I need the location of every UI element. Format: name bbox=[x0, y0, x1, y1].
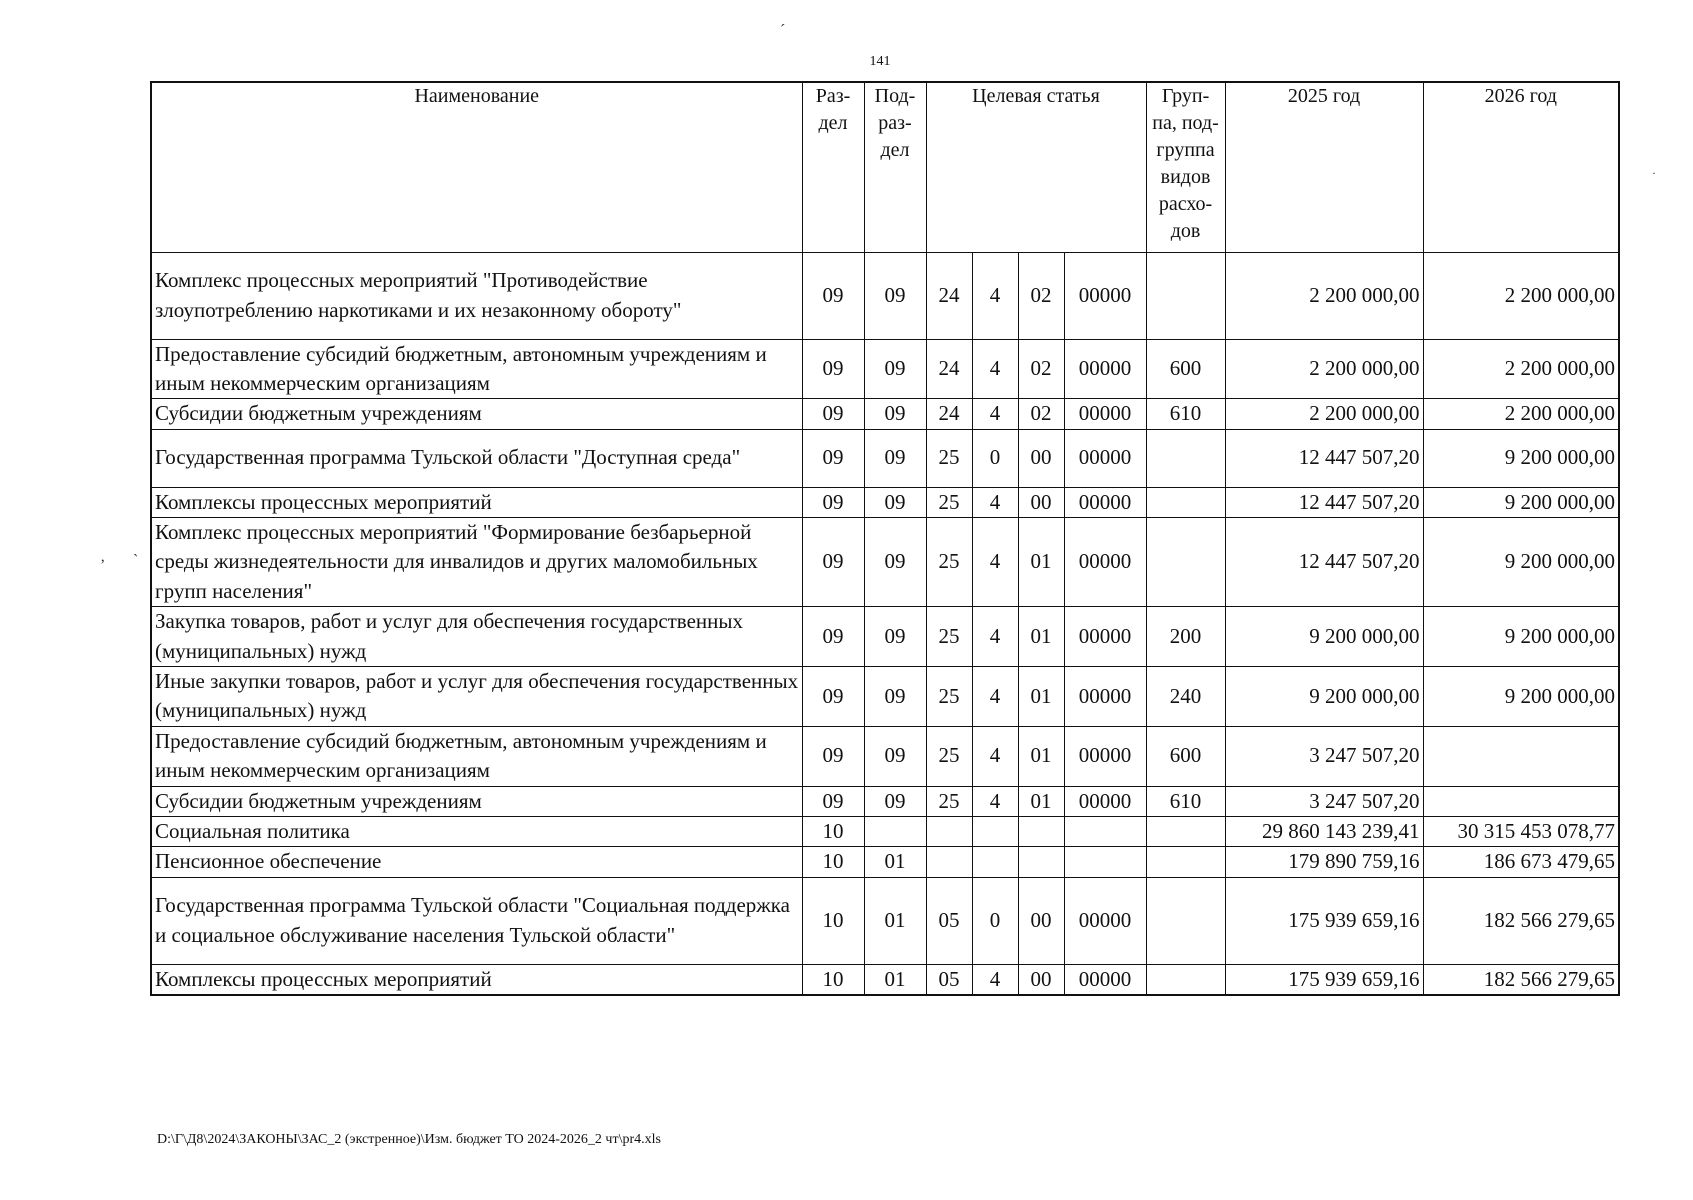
row-razdel: 09 bbox=[802, 786, 864, 816]
row-event-code: 00 bbox=[1018, 487, 1064, 517]
row-amount-2025: 12 447 507,20 bbox=[1225, 518, 1423, 607]
row-event-code: 02 bbox=[1018, 252, 1064, 339]
row-name: Закупка товаров, работ и услуг для обеспечения государственных (муниципальных) нужд bbox=[151, 607, 802, 667]
row-expense-group: 600 bbox=[1146, 726, 1225, 786]
table-row bbox=[151, 252, 1619, 339]
row-expense-group: 610 bbox=[1146, 786, 1225, 816]
row-razdel: 09 bbox=[802, 487, 864, 517]
row-subprogram-code: 0 bbox=[972, 429, 1018, 487]
row-name: Пенсионное обеспечение bbox=[151, 847, 802, 877]
row-program-code: 25 bbox=[926, 487, 972, 517]
row-program-code: 25 bbox=[926, 518, 972, 607]
row-program-code bbox=[926, 847, 972, 877]
scan-mark: ˏ bbox=[133, 540, 139, 557]
footer-file-path: D:\Г\Д8\2024\ЗАКОНЫ\ЗАС_2 (экстренное)\Изм. бюджет ТО 2024-2026_2 чт\pr4.xls bbox=[157, 1132, 661, 1147]
row-name: Комплексы процессных мероприятий bbox=[151, 487, 802, 517]
row-podrazdel: 09 bbox=[864, 339, 926, 399]
row-expense-group bbox=[1146, 877, 1225, 964]
table-row bbox=[151, 339, 1619, 399]
row-amount-2026: 30 315 453 078,77 bbox=[1423, 816, 1619, 846]
row-amount-2025: 29 860 143 239,41 bbox=[1225, 816, 1423, 846]
row-amount-2026: 182 566 279,65 bbox=[1423, 964, 1619, 995]
scan-mark: ´ bbox=[780, 22, 786, 39]
row-expense-group bbox=[1146, 518, 1225, 607]
row-razdel: 10 bbox=[802, 847, 864, 877]
row-expense-group bbox=[1146, 487, 1225, 517]
row-program-code: 24 bbox=[926, 399, 972, 429]
table-row bbox=[151, 877, 1619, 964]
row-program-code: 25 bbox=[926, 726, 972, 786]
row-subprogram-code: 4 bbox=[972, 964, 1018, 995]
row-podrazdel: 09 bbox=[864, 518, 926, 607]
row-event-code: 00 bbox=[1018, 429, 1064, 487]
row-name: Социальная политика bbox=[151, 816, 802, 846]
row-name: Комплексы процессных мероприятий bbox=[151, 964, 802, 995]
row-expense-group: 200 bbox=[1146, 607, 1225, 667]
row-direction-code: 00000 bbox=[1064, 518, 1146, 607]
row-amount-2025: 9 200 000,00 bbox=[1225, 667, 1423, 727]
row-subprogram-code bbox=[972, 847, 1018, 877]
row-amount-2025: 9 200 000,00 bbox=[1225, 607, 1423, 667]
row-expense-group bbox=[1146, 429, 1225, 487]
row-event-code: 02 bbox=[1018, 399, 1064, 429]
row-program-code bbox=[926, 816, 972, 846]
row-podrazdel: 09 bbox=[864, 786, 926, 816]
row-direction-code: 00000 bbox=[1064, 964, 1146, 995]
row-podrazdel: 09 bbox=[864, 726, 926, 786]
header-2025: 2025 год bbox=[1225, 82, 1423, 252]
row-event-code bbox=[1018, 847, 1064, 877]
row-podrazdel: 09 bbox=[864, 607, 926, 667]
row-amount-2025: 12 447 507,20 bbox=[1225, 487, 1423, 517]
row-subprogram-code: 4 bbox=[972, 399, 1018, 429]
row-razdel: 09 bbox=[802, 252, 864, 339]
row-amount-2026: 9 200 000,00 bbox=[1423, 429, 1619, 487]
row-podrazdel: 09 bbox=[864, 487, 926, 517]
row-expense-group: 240 bbox=[1146, 667, 1225, 727]
table-row bbox=[151, 816, 1619, 846]
row-program-code: 25 bbox=[926, 607, 972, 667]
row-subprogram-code: 4 bbox=[972, 607, 1018, 667]
row-expense-group: 610 bbox=[1146, 399, 1225, 429]
table-row bbox=[151, 487, 1619, 517]
table-row bbox=[151, 667, 1619, 727]
table-header-row bbox=[151, 82, 1619, 252]
row-program-code: 05 bbox=[926, 964, 972, 995]
header-gruppa: Груп- па, под- группа видов расхо- дов bbox=[1146, 82, 1225, 252]
row-amount-2026 bbox=[1423, 786, 1619, 816]
row-name: Государственная программа Тульской области "Доступная среда" bbox=[151, 429, 802, 487]
row-podrazdel: 09 bbox=[864, 667, 926, 727]
row-program-code: 24 bbox=[926, 339, 972, 399]
row-program-code: 05 bbox=[926, 877, 972, 964]
row-expense-group bbox=[1146, 847, 1225, 877]
row-direction-code: 00000 bbox=[1064, 786, 1146, 816]
row-subprogram-code: 4 bbox=[972, 252, 1018, 339]
row-podrazdel: 01 bbox=[864, 847, 926, 877]
row-event-code: 02 bbox=[1018, 339, 1064, 399]
table-row bbox=[151, 399, 1619, 429]
row-name: Предоставление субсидий бюджетным, автономным учреждениям и иным некоммерческим организациям bbox=[151, 726, 802, 786]
row-amount-2025: 179 890 759,16 bbox=[1225, 847, 1423, 877]
row-razdel: 09 bbox=[802, 667, 864, 727]
header-podrazdel: Под- раз- дел bbox=[864, 82, 926, 252]
row-razdel: 10 bbox=[802, 964, 864, 995]
row-event-code: 01 bbox=[1018, 726, 1064, 786]
row-amount-2025: 175 939 659,16 bbox=[1225, 877, 1423, 964]
row-direction-code: 00000 bbox=[1064, 487, 1146, 517]
row-name: Субсидии бюджетным учреждениям bbox=[151, 786, 802, 816]
row-direction-code: 00000 bbox=[1064, 667, 1146, 727]
row-name: Комплекс процессных мероприятий "Противодействие злоупотреблению наркотиками и их незаконному обороту" bbox=[151, 252, 802, 339]
row-direction-code: 00000 bbox=[1064, 726, 1146, 786]
row-amount-2026 bbox=[1423, 726, 1619, 786]
table-row bbox=[151, 429, 1619, 487]
row-subprogram-code: 4 bbox=[972, 786, 1018, 816]
row-amount-2026: 9 200 000,00 bbox=[1423, 667, 1619, 727]
header-2026: 2026 год bbox=[1423, 82, 1619, 252]
row-amount-2025: 12 447 507,20 bbox=[1225, 429, 1423, 487]
header-name: Наименование bbox=[151, 82, 802, 252]
row-expense-group bbox=[1146, 816, 1225, 846]
table-row bbox=[151, 847, 1619, 877]
row-subprogram-code: 4 bbox=[972, 726, 1018, 786]
row-podrazdel: 09 bbox=[864, 429, 926, 487]
row-subprogram-code: 4 bbox=[972, 339, 1018, 399]
row-direction-code: 00000 bbox=[1064, 607, 1146, 667]
row-razdel: 09 bbox=[802, 429, 864, 487]
row-amount-2026: 182 566 279,65 bbox=[1423, 877, 1619, 964]
row-amount-2026: 2 200 000,00 bbox=[1423, 399, 1619, 429]
table-row bbox=[151, 607, 1619, 667]
row-amount-2026: 186 673 479,65 bbox=[1423, 847, 1619, 877]
row-amount-2026: 9 200 000,00 bbox=[1423, 518, 1619, 607]
row-program-code: 24 bbox=[926, 252, 972, 339]
row-event-code: 00 bbox=[1018, 877, 1064, 964]
row-amount-2026: 2 200 000,00 bbox=[1423, 339, 1619, 399]
row-amount-2025: 2 200 000,00 bbox=[1225, 399, 1423, 429]
row-program-code: 25 bbox=[926, 667, 972, 727]
row-program-code: 25 bbox=[926, 786, 972, 816]
page-number: 141 bbox=[869, 54, 891, 69]
row-name: Предоставление субсидий бюджетным, автономным учреждениям и иным некоммерческим организациям bbox=[151, 339, 802, 399]
table-row bbox=[151, 964, 1619, 995]
row-amount-2025: 3 247 507,20 bbox=[1225, 786, 1423, 816]
row-subprogram-code: 4 bbox=[972, 487, 1018, 517]
row-amount-2026: 9 200 000,00 bbox=[1423, 607, 1619, 667]
row-podrazdel: 09 bbox=[864, 252, 926, 339]
row-amount-2025: 175 939 659,16 bbox=[1225, 964, 1423, 995]
row-direction-code: 00000 bbox=[1064, 429, 1146, 487]
scan-mark: ‚ bbox=[100, 548, 106, 565]
row-subprogram-code: 4 bbox=[972, 667, 1018, 727]
row-direction-code: 00000 bbox=[1064, 877, 1146, 964]
row-expense-group: 600 bbox=[1146, 339, 1225, 399]
table-row bbox=[151, 518, 1619, 607]
row-event-code: 01 bbox=[1018, 518, 1064, 607]
row-expense-group bbox=[1146, 252, 1225, 339]
row-amount-2025: 3 247 507,20 bbox=[1225, 726, 1423, 786]
row-podrazdel: 01 bbox=[864, 964, 926, 995]
row-event-code bbox=[1018, 816, 1064, 846]
row-name: Комплекс процессных мероприятий "Формирование безбарьерной среды жизнедеятельности для инвалидов и других маломобильных групп населения" bbox=[151, 518, 802, 607]
row-razdel: 09 bbox=[802, 607, 864, 667]
row-subprogram-code: 4 bbox=[972, 518, 1018, 607]
row-direction-code: 00000 bbox=[1064, 339, 1146, 399]
row-event-code: 01 bbox=[1018, 607, 1064, 667]
row-razdel: 09 bbox=[802, 339, 864, 399]
row-amount-2026: 2 200 000,00 bbox=[1423, 252, 1619, 339]
row-razdel: 10 bbox=[802, 877, 864, 964]
scan-mark: · bbox=[1652, 166, 1656, 180]
row-name: Субсидии бюджетным учреждениям bbox=[151, 399, 802, 429]
row-direction-code: 00000 bbox=[1064, 399, 1146, 429]
row-razdel: 09 bbox=[802, 726, 864, 786]
row-razdel: 09 bbox=[802, 399, 864, 429]
row-subprogram-code: 0 bbox=[972, 877, 1018, 964]
row-event-code: 00 bbox=[1018, 964, 1064, 995]
row-podrazdel bbox=[864, 816, 926, 846]
row-direction-code bbox=[1064, 816, 1146, 846]
row-event-code: 01 bbox=[1018, 786, 1064, 816]
row-podrazdel: 01 bbox=[864, 877, 926, 964]
row-program-code: 25 bbox=[926, 429, 972, 487]
table-row bbox=[151, 786, 1619, 816]
row-event-code: 01 bbox=[1018, 667, 1064, 727]
row-direction-code: 00000 bbox=[1064, 252, 1146, 339]
budget-table bbox=[150, 81, 1620, 996]
row-subprogram-code bbox=[972, 816, 1018, 846]
row-amount-2025: 2 200 000,00 bbox=[1225, 339, 1423, 399]
row-razdel: 09 bbox=[802, 518, 864, 607]
header-razdel: Раз- дел bbox=[802, 82, 864, 252]
row-name: Иные закупки товаров, работ и услуг для обеспечения государственных (муниципальных) нужд bbox=[151, 667, 802, 727]
header-celevaya-statya: Целевая статья bbox=[926, 82, 1146, 252]
row-expense-group bbox=[1146, 964, 1225, 995]
row-razdel: 10 bbox=[802, 816, 864, 846]
row-podrazdel: 09 bbox=[864, 399, 926, 429]
row-direction-code bbox=[1064, 847, 1146, 877]
row-name: Государственная программа Тульской области "Социальная поддержка и социальное обслуживание населения Тульской области" bbox=[151, 877, 802, 964]
table-row bbox=[151, 726, 1619, 786]
row-amount-2026: 9 200 000,00 bbox=[1423, 487, 1619, 517]
row-amount-2025: 2 200 000,00 bbox=[1225, 252, 1423, 339]
